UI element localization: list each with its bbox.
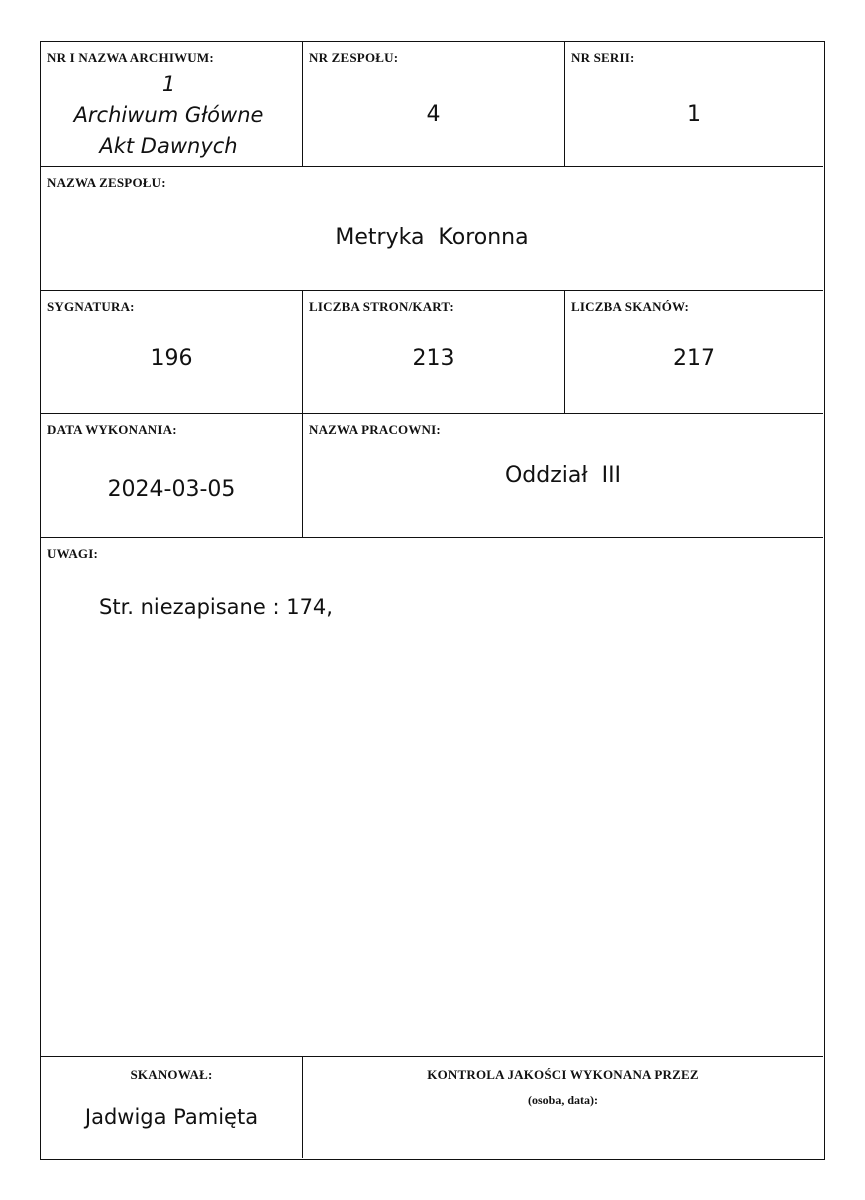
scans-count-cell	[565, 291, 823, 414]
quality-control-label: KONTROLA JAKOŚCI WYKONANA PRZEZ	[427, 1067, 699, 1082]
series-number-cell	[565, 42, 823, 167]
signature-cell	[41, 291, 303, 414]
archive-label: NR I NAZWA ARCHIWUM:	[47, 50, 214, 65]
archive-cell	[41, 42, 303, 167]
archive-scan-form	[40, 41, 825, 1160]
archive-name-line1: Archiwum Główne	[73, 103, 264, 127]
archive-number: 1	[161, 72, 176, 96]
scanned-by-value: Jadwiga Pamięta	[84, 1105, 259, 1129]
fonds-name-cell	[41, 167, 823, 291]
scanned-by-label: SKANOWAŁ:	[130, 1067, 213, 1082]
fonds-number-value: 4	[426, 102, 441, 127]
pages-count-cell	[303, 291, 565, 414]
scans-count-value: 217	[673, 346, 715, 371]
quality-control-cell	[303, 1057, 823, 1158]
date-value: 2024-03-05	[107, 477, 236, 502]
date-label: DATA WYKONANIA:	[47, 422, 177, 437]
pages-count-label: LICZBA STRON/KART:	[309, 299, 454, 314]
fonds-number-label: NR ZESPOŁU:	[309, 50, 399, 65]
signature-value: 196	[150, 346, 193, 371]
fonds-number-cell	[303, 42, 565, 167]
scanned-by-cell	[41, 1057, 303, 1158]
remarks-value: Str. niezapisane : 174,	[99, 595, 333, 619]
fonds-name-value: Metryka Koronna	[335, 225, 529, 250]
quality-control-sublabel: (osoba, data):	[527, 1093, 598, 1107]
scans-count-label: LICZBA SKANÓW:	[571, 299, 690, 314]
series-number-value: 1	[687, 102, 701, 127]
remarks-label: UWAGI:	[47, 546, 99, 561]
signature-label: SYGNATURA:	[47, 299, 135, 314]
workshop-value: Oddział III	[504, 463, 622, 488]
date-cell	[41, 414, 303, 538]
workshop-cell	[303, 414, 823, 538]
fonds-name-label: NAZWA ZESPOŁU:	[47, 175, 166, 190]
pages-count-value: 213	[412, 346, 455, 371]
series-number-label: NR SERII:	[571, 50, 635, 65]
archive-name-line2: Akt Dawnych	[99, 134, 238, 158]
workshop-label: NAZWA PRACOWNI:	[309, 422, 441, 437]
remarks-cell	[41, 538, 823, 1057]
